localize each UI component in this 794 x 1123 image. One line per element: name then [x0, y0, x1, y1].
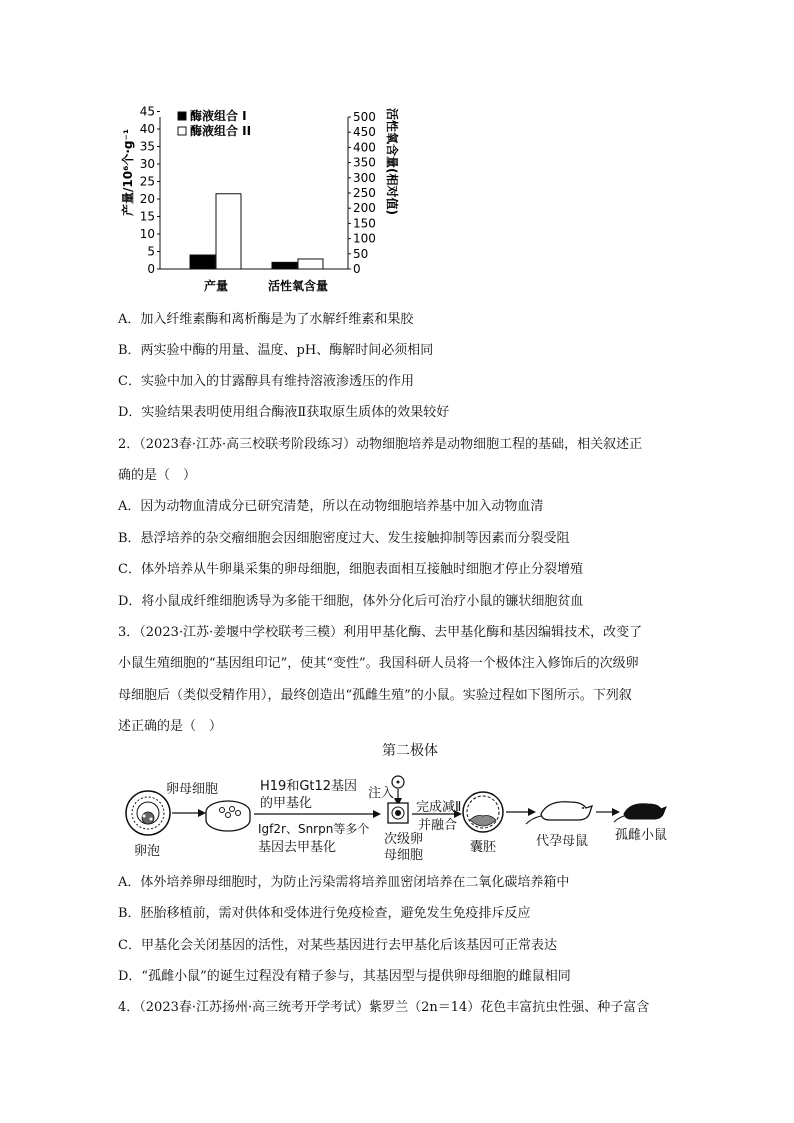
methylation-label-line2: 的甲基化: [260, 796, 313, 811]
left-tick-label: 0: [147, 262, 155, 276]
q1-option-a: A．加入纤维素酶和离析酶是为了水解纤维素和果胶: [118, 312, 414, 327]
right-tick-label: 50: [353, 246, 369, 261]
q1-option-b: B．两实验中酶的用量、温度、pH、酶解时间必须相同: [118, 343, 434, 358]
q2-option-b: B．悬浮培养的杂交瘤细胞会因细胞密度过大、发生接触抑制等因素而分裂受阻: [118, 531, 570, 546]
bar-1-2: [272, 262, 297, 269]
q4-stem-line1: 4．（2023春·江苏扬州·高三统考开学考试）紫罗兰（2n＝14）花色丰富抗虫性强、种子富含: [118, 1000, 650, 1015]
complete-meiosis-label-line2: 并融合: [418, 818, 458, 833]
left-tick-label: 5: [147, 244, 155, 259]
follicle-label: 卵泡: [134, 844, 161, 859]
right-tick-label: 150: [353, 216, 376, 231]
q1-option-d: D．实验结果表明使用组合酶液Ⅱ获取原生质体的效果较好: [118, 405, 450, 420]
complete-meiosis-label-line1: 完成减Ⅱ: [416, 800, 462, 815]
surrogate-mouse-icon: [526, 802, 592, 824]
left-tick-label: 40: [139, 122, 155, 136]
q3-stem-line3: 母细胞后（类似受精作用），最终创造出“孤雌生殖”的小鼠。实验过程如下图所示。下列叙: [118, 688, 632, 703]
right-tick-label: 450: [353, 125, 376, 140]
q2-stem-line1: 2．（2023春·江苏·高三校联考阶段练习）动物细胞培养是动物细胞工程的基础，相关叙述正: [118, 437, 643, 452]
right-tick-label: 500: [353, 110, 376, 124]
secondary-oocyte-label-line2: 母细胞: [384, 848, 424, 863]
q2-option-a: A．因为动物血清成分已研究清楚，所以在动物细胞培养基中加入动物血清: [118, 499, 544, 514]
blastocyst-label: 囊胚: [470, 840, 497, 855]
legend-swatch: [178, 112, 186, 120]
right-axis-label: 活性氧含量(相对值): [385, 108, 399, 215]
bar-2-1: [216, 194, 241, 269]
second-polar-body-label: 第二极体: [382, 743, 438, 759]
q3-stem-line1: 3．（2023·江苏·姜堰中学校联考三模）利用甲基化酶、去甲基化酶和基因编辑技术，改变了: [118, 625, 643, 640]
parthenogenetic-mouse-icon: [614, 804, 666, 822]
left-tick-label: 20: [139, 192, 155, 206]
legend-label: 酶液组合 II: [190, 124, 252, 138]
right-tick-label: 250: [353, 186, 376, 200]
q3-option-b: B．胚胎移植前，需对供体和受体进行免疫检查，避免发生免疫排斥反应: [118, 906, 531, 921]
left-tick-label: 25: [139, 174, 155, 189]
surrogate-mother-label: 代孕母鼠: [536, 834, 589, 849]
demethylation-label-line2: 基因去甲基化: [258, 840, 337, 855]
category-label: 活性氧含量: [267, 279, 329, 293]
secondary-oocyte-illustration: [388, 803, 408, 823]
bar-1-1: [190, 255, 215, 269]
q3-stem-line2: 小鼠生殖细胞的“基因组印记”，使其“变性”。我国科研人员将一个极体注入修饰后的次级卵: [118, 656, 639, 671]
left-tick-label: 10: [139, 227, 155, 241]
inject-label: 注入: [368, 786, 395, 801]
q3-stem-line4: 述正确的是（ ）: [118, 719, 223, 734]
q3-option-a: A．体外培养卵母细胞时，为防止污染需将培养皿密闭培养在二氧化碳培养箱中: [118, 875, 570, 890]
right-tick-label: 100: [353, 231, 376, 246]
right-tick-label: 350: [353, 155, 376, 170]
right-tick-label: 200: [353, 201, 376, 216]
left-tick-label: 35: [139, 139, 155, 154]
q2-option-d: D．将小鼠成纤维细胞诱导为多能干细胞，体外分化后可治疗小鼠的镰状细胞贫血: [118, 594, 584, 609]
left-tick-label: 15: [139, 209, 155, 224]
right-tick-label: 300: [353, 170, 376, 185]
oocyte-label: 卵母细胞: [166, 782, 219, 797]
q2-stem-line2: 确的是（ ）: [118, 468, 197, 483]
legend-label: 酶液组合 I: [190, 109, 247, 123]
q3-option-d: D．“孤雌小鼠”的诞生过程没有精子参与，其基因型与提供卵母细胞的雌鼠相同: [118, 969, 571, 984]
q1-option-c: C．实验中加入的甘露醇具有维持溶液渗透压的作用: [118, 374, 414, 389]
category-label: 产量: [203, 279, 229, 293]
petri-dish-illustration: [206, 801, 250, 831]
methylation-label-line1: H19和Gt12基因: [260, 779, 358, 794]
right-tick-label: 400: [353, 140, 376, 155]
parthenogenetic-mouse-label: 孤雌小鼠: [615, 828, 668, 843]
enzyme-bar-chart: [110, 98, 410, 298]
left-tick-label: 45: [139, 104, 155, 119]
follicle-illustration: [126, 791, 170, 835]
q3-option-c: C．甲基化会关闭基因的活性，对某些基因进行去甲基化后该基因可正常表达: [118, 938, 557, 953]
demethylation-label-line1: Igf2r、Snrpn等多个: [258, 822, 370, 836]
right-tick-label: 0: [353, 262, 361, 276]
secondary-oocyte-label-line1: 次级卵: [384, 832, 424, 847]
left-axis-label: 产量/10⁶个·g⁻¹: [121, 128, 135, 216]
legend-swatch: [178, 127, 186, 135]
left-tick-label: 30: [139, 157, 155, 171]
blastocyst-illustration: [463, 792, 503, 832]
q2-option-c: C．体外培养从牛卵巢采集的卵母细胞，细胞表面相互接触时细胞才停止分裂增殖: [118, 562, 583, 577]
bar-2-2: [298, 259, 323, 269]
experiment-flow-diagram: [118, 740, 688, 865]
